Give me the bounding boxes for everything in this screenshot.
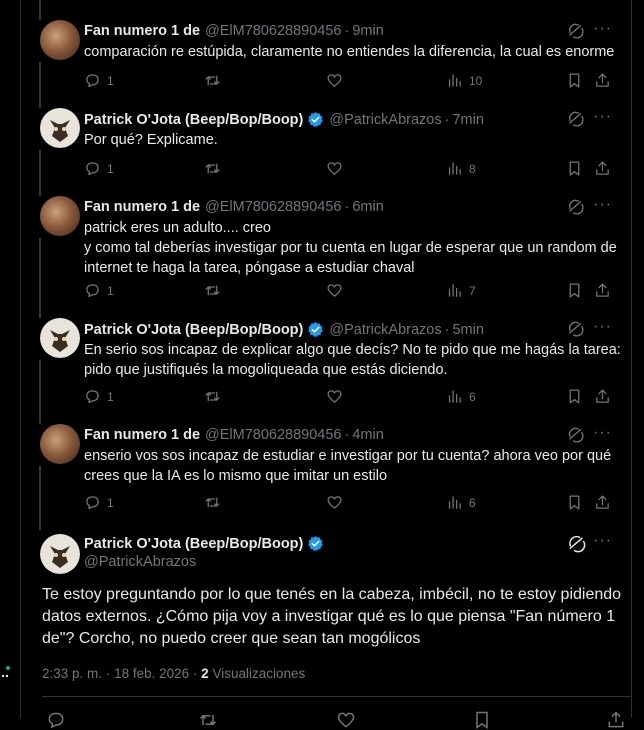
share-icon [594,388,611,405]
author-name[interactable]: Fan numero 1 de [84,427,201,443]
timestamp[interactable]: 5min [452,321,484,338]
bookmark-icon [566,494,583,511]
share-icon [594,494,611,511]
views-count: 6 [469,495,476,510]
separator-dot: · [444,321,450,338]
like-button[interactable] [326,388,343,405]
more-icon[interactable]: ··· [593,108,612,125]
timestamp[interactable]: 6min [352,199,384,215]
tweet-reply[interactable] [21,20,631,108]
reply-icon [46,710,66,730]
grok-icon[interactable] [567,320,585,338]
action-bar [84,282,634,302]
like-button[interactable] [326,494,343,511]
status-dots-icon [0,665,12,679]
reply-count: 1 [107,161,114,176]
bookmark-button[interactable] [566,160,583,177]
retweet-icon [204,160,221,177]
more-icon[interactable]: ··· [593,318,612,335]
like-icon [336,710,356,730]
views-icon [446,494,463,511]
tweet-time[interactable]: 2:33 p. m. [42,666,103,681]
more-icon[interactable]: ··· [593,20,612,37]
share-button[interactable] [594,494,611,511]
like-button[interactable] [326,282,343,299]
tweet-text: comparación re estúpida, claramente no entiendes la diferencia, la cual es enorme [84,44,615,60]
reply-count: 1 [107,73,114,88]
timestamp[interactable]: 7min [452,111,484,128]
share-button[interactable] [606,710,626,730]
author-name[interactable]: Patrick O'Jota (Beep/Bop/Boop) [84,321,304,338]
avatar[interactable] [40,20,80,60]
more-icon[interactable]: ··· [593,424,612,441]
divider [42,696,632,697]
like-icon [326,494,343,511]
views-count: 8 [469,161,476,176]
grok-icon[interactable] [567,426,585,444]
action-bar [42,710,632,730]
views-count: 10 [469,73,483,88]
author-handle[interactable]: @ElM780628890456 [205,23,342,39]
views-count: 7 [469,283,476,298]
separator-dot: · [444,111,450,128]
retweet-icon [204,494,221,511]
bookmark-icon [472,710,492,730]
reply-button[interactable] [84,72,114,89]
tweet-reply[interactable] [21,196,631,318]
retweet-icon [198,710,218,730]
reply-icon [84,494,101,511]
separator-dot: · [344,427,350,443]
views-icon [446,282,463,299]
like-icon [326,72,343,89]
like-icon [326,282,343,299]
separator-dot: · [344,23,350,39]
tweet-meta [42,666,305,681]
share-icon [594,72,611,89]
author-handle[interactable]: @PatrickAbrazos [84,554,197,570]
reply-count: 1 [107,495,114,510]
retweet-icon [204,72,221,89]
author-name[interactable]: Patrick O'Jota (Beep/Bop/Boop) [84,535,304,552]
author-name[interactable]: Fan numero 1 de [84,23,201,39]
author-handle[interactable]: @PatrickAbrazos [329,321,442,338]
bookmark-icon [566,388,583,405]
views-label: Visualizaciones [212,666,306,681]
retweet-button[interactable] [204,160,221,177]
tweet-text: enserio vos sos incapaz de estudiar e investigar por tu cuenta? ahora veo por qué crees que la IA es lo mismo que imitar un estilo [84,448,612,484]
share-icon [606,710,626,730]
verified-badge-icon[interactable] [307,535,324,552]
bookmark-icon [566,72,583,89]
views-button[interactable] [446,160,476,177]
verified-badge-icon[interactable] [307,111,324,128]
avatar[interactable] [40,318,80,358]
avatar[interactable] [40,108,80,148]
reply-count: 1 [107,389,114,404]
more-icon[interactable]: ··· [593,196,612,213]
tweet-text: Te estoy preguntando por lo que tenés en la cabeza, imbécil, no te estoy pidiendo datos externos. ¿Cómo pija voy a investigar qué es lo que piensa "Fan número 1 de"? Corcho, no puedo creer que sean tan mogólicos [42,586,622,647]
retweet-button[interactable] [198,710,218,730]
reply-button[interactable] [84,388,114,405]
grok-icon[interactable] [567,198,585,216]
share-button[interactable] [594,282,611,299]
tweet-text: patrick eres un adulto.... creo y como tal deberías investigar por tu cuenta en lugar de esperar que un random de internet te haga la tarea, póngase a estudiar chaval [84,220,617,276]
reply-icon [84,388,101,405]
bookmark-button[interactable] [566,282,583,299]
grok-icon[interactable] [567,534,587,554]
tweet-text: Por qué? Explicame. [84,132,218,148]
retweet-icon [204,388,221,405]
share-button[interactable] [594,160,611,177]
like-icon [326,160,343,177]
grok-icon[interactable] [567,22,585,40]
retweet-button[interactable] [204,388,221,405]
grok-icon[interactable] [567,110,585,128]
reply-button[interactable] [84,282,114,299]
author-handle[interactable]: @ElM780628890456 [205,199,342,215]
like-button[interactable] [326,72,343,89]
bookmark-button[interactable] [566,388,583,405]
bookmark-button[interactable] [566,494,583,511]
tweet-reply[interactable] [21,108,631,196]
reply-icon [84,282,101,299]
views-button[interactable] [446,72,482,89]
more-icon[interactable]: ··· [593,532,612,549]
views-count: 6 [469,389,476,404]
share-button[interactable] [594,72,611,89]
bookmark-button[interactable] [566,72,583,89]
bookmark-button[interactable] [472,710,492,730]
reply-button[interactable] [84,160,114,177]
views-button[interactable] [446,494,476,511]
timestamp[interactable]: 9min [352,23,384,39]
avatar[interactable] [40,196,80,236]
bookmark-icon [566,282,583,299]
views-icon [446,72,463,89]
verified-badge-icon[interactable] [307,321,324,338]
tweet-text: En serio sos incapaz de explicar algo que decís? No te pido que me hagás la tarea: pido que justifiqués la mogoliqueada que estás diciendo. [84,342,621,378]
views-icon [446,160,463,177]
tweet-reply[interactable] [21,318,631,424]
reply-button[interactable] [84,494,114,511]
action-bar [84,388,634,408]
main-tweet[interactable] [21,530,631,718]
retweet-icon [204,282,221,299]
like-icon [326,388,343,405]
author-handle[interactable]: @PatrickAbrazos [329,111,442,128]
retweet-button[interactable] [204,282,221,299]
reply-icon [84,72,101,89]
like-button[interactable] [326,160,343,177]
author-handle[interactable]: @ElM780628890456 [205,427,342,443]
separator-dot: · [105,666,115,681]
separator-dot: · [192,666,202,681]
avatar[interactable] [40,424,80,464]
separator-dot: · [344,199,350,215]
timestamp[interactable]: 4min [352,427,384,443]
action-bar [84,160,634,180]
action-bar [84,494,634,514]
share-icon [594,160,611,177]
views-button[interactable] [446,282,476,299]
tweet-date[interactable]: 18 feb. 2026 [114,666,190,681]
thread-line [39,0,41,20]
retweet-button[interactable] [204,72,221,89]
views-icon [446,388,463,405]
author-name[interactable]: Fan numero 1 de [84,199,201,215]
share-button[interactable] [594,388,611,405]
tweet-reply[interactable] [21,424,631,530]
author-name[interactable]: Patrick O'Jota (Beep/Bop/Boop) [84,111,304,128]
retweet-button[interactable] [204,494,221,511]
avatar[interactable] [40,534,80,574]
bookmark-icon [566,160,583,177]
reply-button[interactable] [46,710,66,730]
reply-count: 1 [107,283,114,298]
share-icon [594,282,611,299]
views-count: 2 [201,666,209,681]
like-button[interactable] [336,710,356,730]
reply-icon [84,160,101,177]
views-button[interactable] [446,388,476,405]
action-bar [84,72,634,92]
